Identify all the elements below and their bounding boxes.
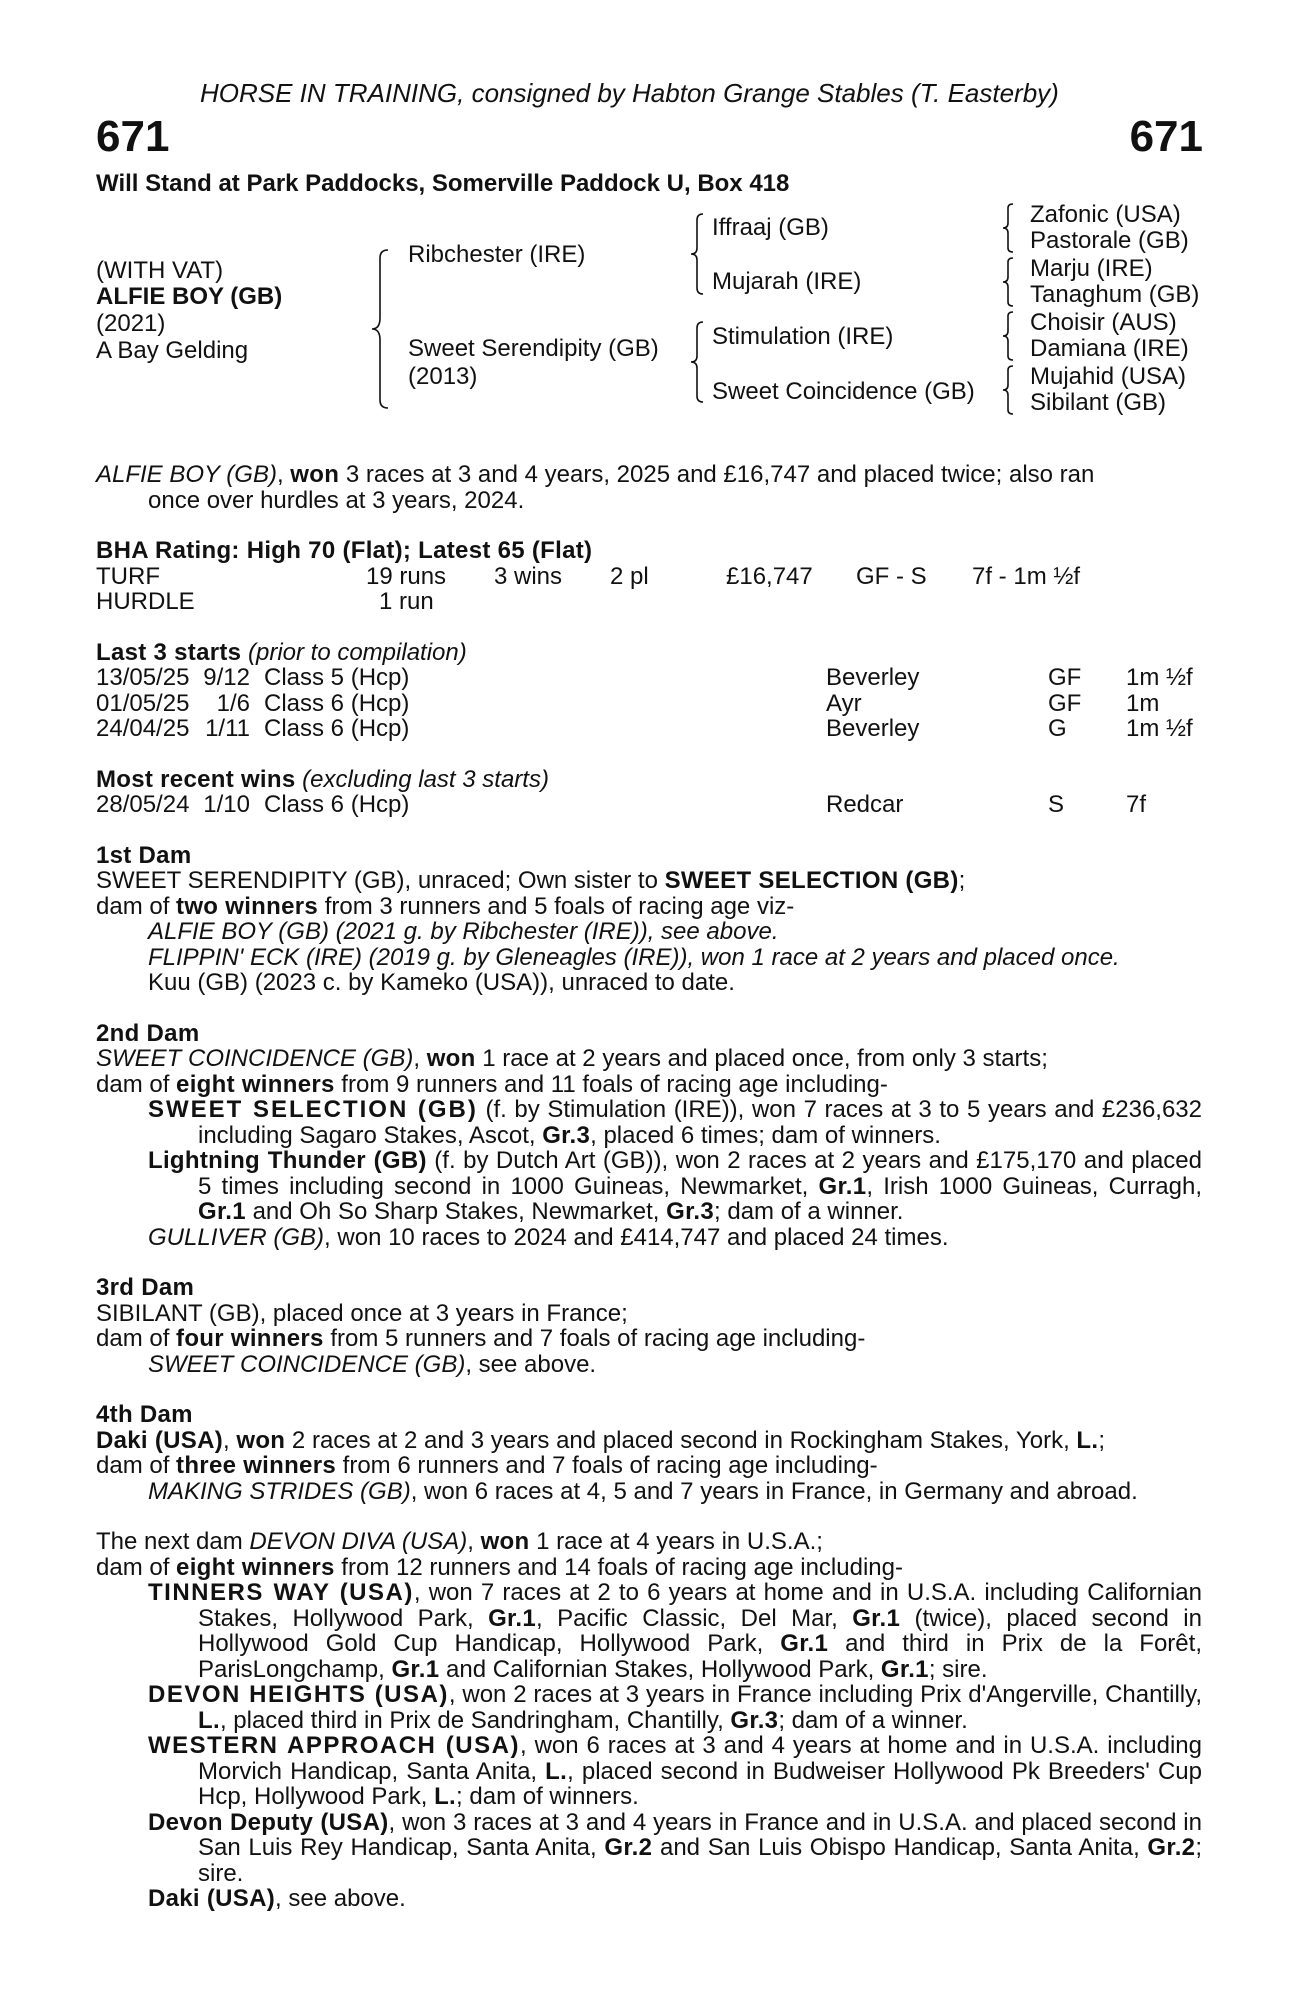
list-item: MAKING STRIDES (GB), won 6 races at 4, 5 and 7 years in France, in Germany and abroad. (148, 1477, 1138, 1505)
list-item: FLIPPIN' ECK (IRE) (2019 g. by Gleneagles (IRE)), won 1 race at 2 years and placed once. (148, 943, 1120, 971)
table-row: 28/05/24 1/10 Class 6 (Hcp) Redcar S 7f (96, 791, 1147, 818)
summary-paragraph: ALFIE BOY (GB), won 3 races at 3 and 4 years, 2025 and £16,747 and placed twice; also ran once over hurdles at 3 years, 2024. (96, 461, 1095, 514)
sire-name: Ribchester (IRE) (408, 241, 586, 268)
g3-brace-2 (1000, 256, 1016, 308)
horse-year: (2021) (96, 310, 166, 337)
recent-wins-heading: Most recent wins (excluding last 3 starts) (96, 765, 549, 793)
table-row: 24/04/25 1/11 Class 6 (Hcp) Beverley G 1m ½f (96, 715, 1193, 742)
turf-row: TURF 19 runs 3 wins 2 pl £16,747 GF - S 7f - 1m ½f (96, 562, 1081, 590)
g4-7: Mujahid (USA) (1030, 363, 1187, 390)
g4-1: Zafonic (USA) (1030, 201, 1181, 228)
sire-sire: Iffraaj (GB) (712, 214, 829, 241)
dam-dam: Sweet Coincidence (GB) (712, 378, 975, 405)
horse-vat: (WITH VAT) (96, 257, 224, 284)
list-item: Kuu (GB) (2023 c. by Kameko (USA)), unraced to date. (148, 969, 735, 996)
bha-rating-heading: BHA Rating: High 70 (Flat); Latest 65 (Flat) (96, 537, 593, 564)
list-item: SWEET SELECTION (GB) (f. by Stimulation (IRE)), won 7 races at 3 to 5 years and £236,632 including Sagaro Stakes, Ascot, Gr.3, placed 6 times; dam of winners. (148, 1096, 1202, 1149)
g4-5: Choisir (AUS) (1030, 309, 1177, 336)
consignment-header: HORSE IN TRAINING, consigned by Habton Grange Stables (T. Easterby) (200, 78, 1059, 108)
dam3-heading: 3rd Dam (96, 1274, 195, 1301)
g4-8: Sibilant (GB) (1030, 389, 1167, 416)
dam2-heading: 2nd Dam (96, 1019, 200, 1047)
horse-name: ALFIE BOY (GB) (96, 283, 283, 310)
horse-description: A Bay Gelding (96, 337, 249, 364)
g4-2: Pastorale (GB) (1030, 227, 1189, 254)
next-dam-line: The next dam DEVON DIVA (USA), won 1 race at 4 years in U.S.A.; (96, 1528, 823, 1555)
g4-6: Damiana (IRE) (1030, 335, 1189, 362)
list-item: DEVON HEIGHTS (USA), won 2 races at 3 years in France including Prix d'Angerville, Chantilly, L., placed third in Prix de Sandringham, Chantilly, Gr.3; dam of a winner. (148, 1681, 1203, 1734)
location-line: Will Stand at Park Paddocks, Somerville Paddock U, Box 418 (96, 170, 790, 197)
list-item: WESTERN APPROACH (USA), won 6 races at 3 and 4 years at home and in U.S.A. including Morvich Handicap, Santa Anita, L., placed second in Budweiser Hollywood Pk Breeders' Cup Hcp, Hollywood Park, L.; dam of winners. (148, 1732, 1202, 1810)
hurdle-row: HURDLE 1 run (96, 588, 434, 615)
table-row: 13/05/25 9/12 Class 5 (Hcp) Beverley GF 1m ½f (96, 664, 1193, 691)
dam-sire: Stimulation (IRE) (712, 323, 894, 350)
summary-horse-name: ALFIE BOY (GB) (96, 461, 277, 488)
list-item: Lightning Thunder (GB) (f. by Dutch Art (GB)), won 2 races at 2 years and £175,170 and placed 5 times including second in 1000 Guineas, Newmarket, Gr.1, Irish 1000 Guineas, Curragh, Gr.1 and Oh So Sharp Stakes, Newmarket, Gr.3; dam of a winner. (148, 1147, 1202, 1225)
sire-dam: Mujarah (IRE) (712, 268, 862, 295)
list-item: TINNERS WAY (USA), won 7 races at 2 to 6 years at home and in U.S.A. including Californian Stakes, Hollywood Park, Gr.1, Pacific Classic, Del Mar, Gr.1 (twice), placed second in Hollywood Gold Cup Handicap, Hollywood Park, Gr.1 and third in Prix de la Forêt, ParisLongchamp, Gr.1 and Californian Stakes, Hollywood Park, Gr.1; sire. (148, 1579, 1202, 1683)
dam4-heading: 4th Dam (96, 1401, 193, 1428)
last3-heading: Last 3 starts (prior to compilation) (96, 638, 467, 666)
lot-number-right: 671 (1129, 112, 1203, 161)
list-item: ALFIE BOY (GB) (2021 g. by Ribchester (IRE)), see above. (148, 918, 779, 945)
g4-4: Tanaghum (GB) (1030, 281, 1200, 308)
last3-table (96, 665, 1202, 742)
list-item: GULLIVER (GB), won 10 races to 2024 and £414,747 and placed 24 times. (148, 1223, 949, 1251)
g3-brace-1 (1000, 202, 1016, 254)
list-item: Daki (USA), see above. (148, 1885, 406, 1912)
main-brace (368, 248, 392, 410)
dam-brace (688, 320, 706, 404)
g4-3: Marju (IRE) (1030, 255, 1153, 282)
table-row: 01/05/25 1/6 Class 6 (Hcp) Ayr GF 1m (96, 689, 1160, 717)
dam1-heading: 1st Dam (96, 841, 192, 869)
dam-year: (2013) (408, 363, 478, 390)
dam-name: Sweet Serendipity (GB) (408, 335, 659, 362)
sire-brace (688, 212, 706, 296)
g3-brace-3 (1000, 310, 1016, 362)
catalogue-body: ALFIE BOY (GB), won 3 races at 3 and 4 years, 2025 and £16,747 and placed twice; also ran once over hurdles at 3 years, 2024. BHA Rating: High 70 (Flat); Latest 65 (Flat) TURF 19 runs 3 wins 2 pl £16,747 GF - S 7f - 1m ½f HURDLE 1 run Last 3 starts (prior to compilation) 13/05/25 9/12 Class 5 (Hcp) Beverley GF 1m ½f 01/05/25 1/6 Class 6 (Hcp) Ayr GF 1m 24/04/25 1/11 Class 6 (Hcp) Beverley G 1m ½f Most recent wins (excluding last 3 starts) 28/05/24 1/10 Class 6 (Hcp) Redcar S 7f 1st Dam SWEET SERENDIPITY (GB), unraced; Own sister to SWEET SELECTION (GB); dam of two winners from 3 runners and 5 foals of racing age viz- ALFIE BOY (GB) (2021 g. by Ribchester (IRE)), see above. FLIPPIN' ECK (IRE) (2019 g. by Gleneagles (IRE)), won 1 race at 2 years and placed once. Kuu (GB) (2023 c. by Kameko (USA)), unraced to date. 2nd Dam SWEET COINCIDENCE (GB), won 1 race at 2 years and placed once, from only 3 starts; dam of eight winners from 9 runners and 11 foals of racing age including- SWEET SELECTION (GB) (f. by Stimulation (IRE)), won 7 races at 3 to 5 years and £236,632 including Sagaro Stakes, Ascot, Gr.3, placed 6 times; dam of winners. Lightning Thunder (GB) (f. by Dutch Art (GB)), won 2 races at 2 years and £175,170 and placed 5 times including second in 1000 Guineas, Newmarket, Gr.1, Irish 1000 Guineas, Curragh, Gr.1 and Oh So Sharp Stakes, Newmarket, Gr.3; dam of a winner. GULLIVER (GB), won 10 races to 2024 and £414,747 and placed 24 times. 3rd Dam SIBILANT (GB), placed once at 3 years in France; dam of four winners from 5 runners and 7 foals of racing age including- SWEET COINCIDENCE (GB), see above. 4th Dam Daki (USA), won 2 races at 2 and 3 years and placed second in Rockingham Stakes, York, L.; dam of three winners from 6 runners and 7 foals of racing age including- MAKING STRIDES (GB), won 6 races at 4, 5 and 7 years in France, in Germany and abroad. The next dam DEVON DIVA (USA), won 1 race at 4 years in U.S.A.; dam of eight winners from 12 runners and 14 foals of racing age including- TINNERS WAY (USA), won 7 races at 2 to 6 years at home and in U.S.A. including Californian Stakes, Hollywood Park, Gr.1, Pacific Classic, Del Mar, Gr.1 (twice), placed second in Hollywood Gold Cup Handicap, Hollywood Park, Gr.1 and third in Prix de la Forêt, ParisLongchamp, Gr.1 and Californian Stakes, Hollywood Park, Gr.1; sire. DEVON HEIGHTS (USA), won 2 races at 3 years in France including Prix d'Angerville, Chantilly, L., placed third in Prix de Sandringham, Chantilly, Gr.3; dam of a winner. WESTERN APPROACH (USA), won 6 races at 3 and 4 years at home and in U.S.A. including Morvich Handicap, Santa Anita, L., placed second in Budweiser Hollywood Pk Breeders' Cup Hcp, Hollywood Park, L.; dam of winners. Devon Deputy (USA), won 3 races at 3 and 4 years in France and in U.S.A. and placed second in San Luis Rey Handicap, Santa Anita, Gr.2 and San Luis Obispo Handicap, Santa Anita, Gr.2; sire. Daki (USA), see above. (96, 461, 1203, 1912)
list-item: SWEET COINCIDENCE (GB), see above. (148, 1350, 597, 1378)
list-item: Devon Deputy (USA), won 3 races at 3 and 4 years in France and in U.S.A. and placed second in San Luis Rey Handicap, Santa Anita, Gr.2 and San Luis Obispo Handicap, Santa Anita, Gr.2; sire. (148, 1808, 1202, 1887)
lot-number-left: 671 (96, 112, 170, 161)
g3-brace-4 (1000, 364, 1016, 416)
